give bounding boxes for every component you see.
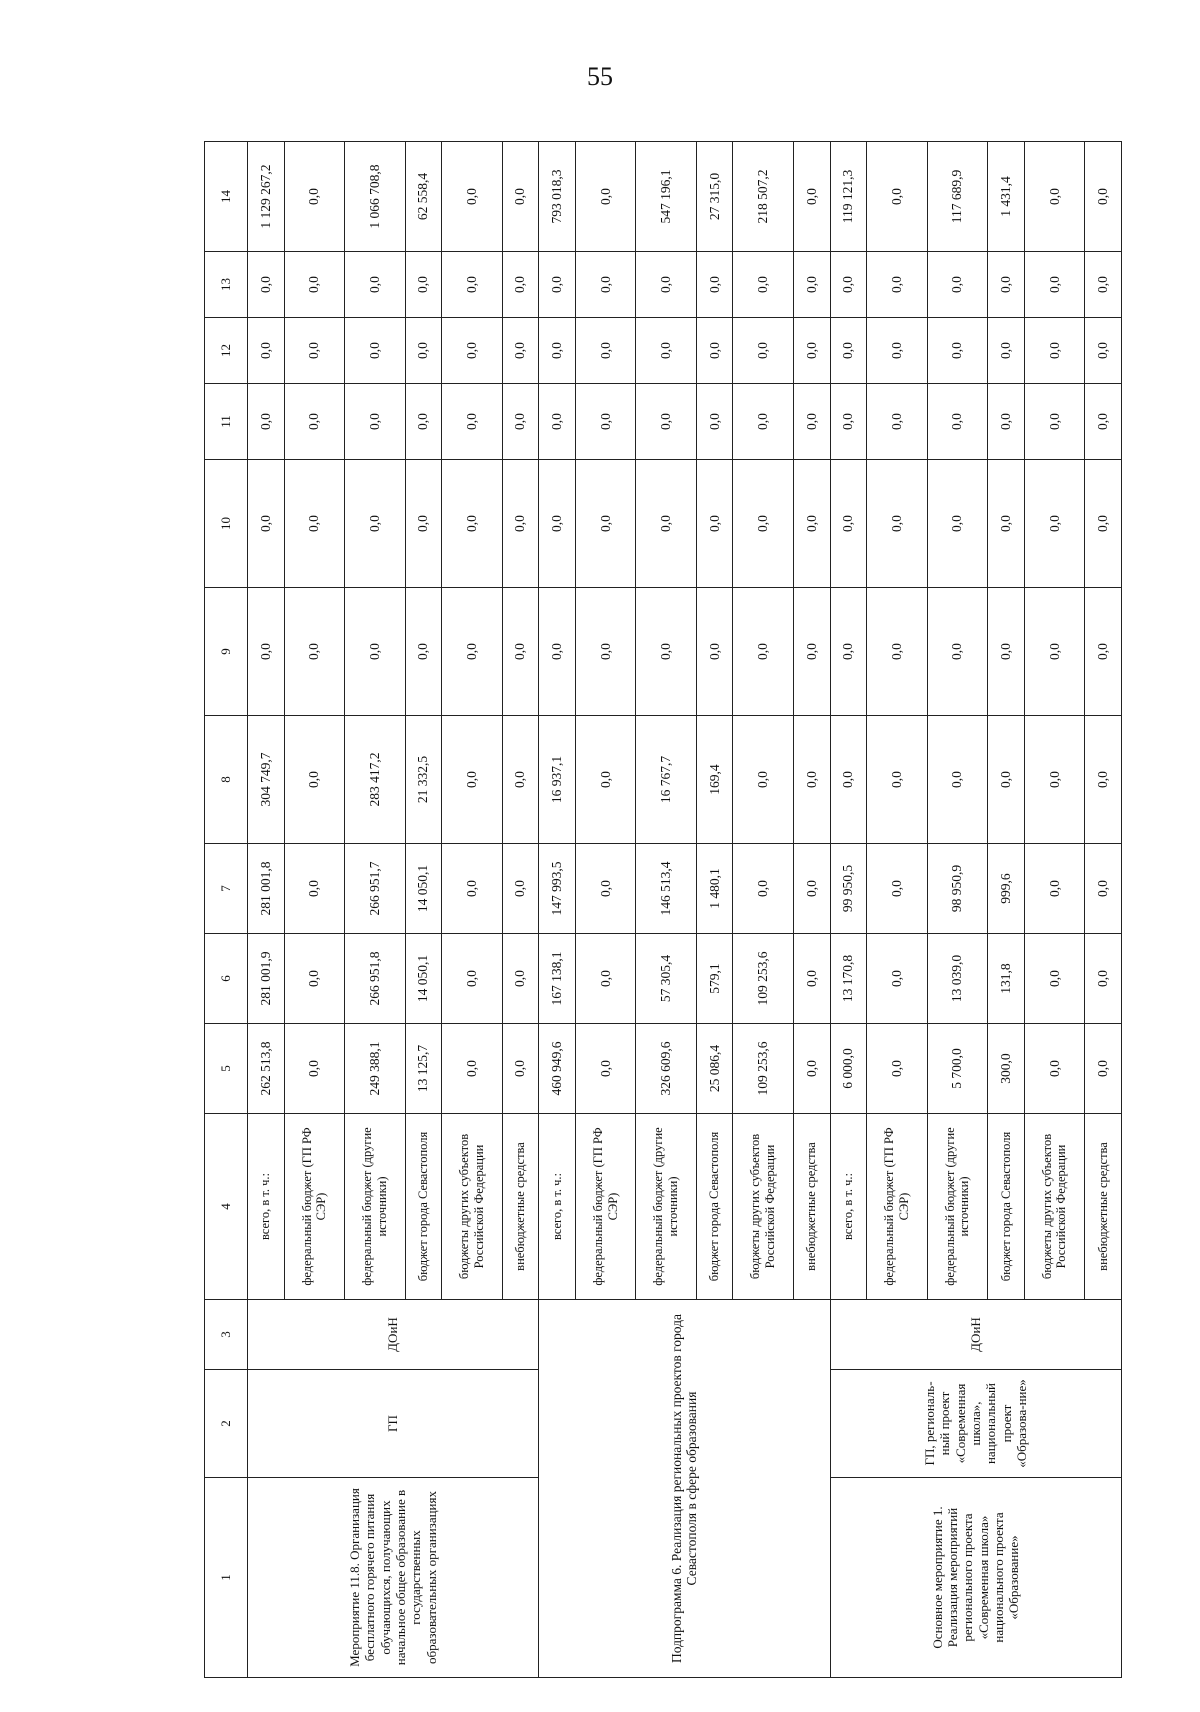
amount-cell: 5 700,0 — [927, 1024, 987, 1114]
amount-cell: 0,0 — [867, 716, 927, 844]
amount-cell: 0,0 — [502, 252, 539, 318]
executor-name: ДОиН — [248, 1300, 539, 1370]
amount-cell: 13 039,0 — [927, 934, 987, 1024]
amount-cell: 0,0 — [733, 252, 793, 318]
amount-cell: 0,0 — [927, 460, 987, 588]
amount-cell: 0,0 — [696, 460, 733, 588]
amount-cell: 0,0 — [793, 384, 830, 460]
column-number: 13 — [205, 252, 248, 318]
amount-cell: 0,0 — [636, 252, 696, 318]
amount-cell: 262 513,8 — [248, 1024, 285, 1114]
amount-cell: 0,0 — [1085, 460, 1122, 588]
funding-source: федеральный бюджет (другие источники) — [636, 1114, 696, 1300]
amount-cell: 281 001,8 — [248, 844, 285, 934]
amount-cell: 0,0 — [988, 460, 1025, 588]
amount-cell: 0,0 — [867, 252, 927, 318]
amount-cell: 0,0 — [442, 934, 502, 1024]
amount-cell: 0,0 — [502, 844, 539, 934]
amount-cell: 0,0 — [405, 588, 442, 716]
amount-cell: 0,0 — [867, 934, 927, 1024]
amount-cell: 0,0 — [539, 318, 576, 384]
amount-cell: 169,4 — [696, 716, 733, 844]
amount-cell: 0,0 — [867, 142, 927, 252]
measure-name: Основное мероприятие 1. Реализация мероприятий регионального проекта «Современная школа» национального проекта «Образование» — [830, 1478, 1121, 1678]
amount-cell: 0,0 — [830, 588, 867, 716]
amount-cell: 0,0 — [988, 318, 1025, 384]
rotated-table-container — [204, 142, 1122, 1678]
amount-cell: 326 609,6 — [636, 1024, 696, 1114]
amount-cell: 0,0 — [636, 318, 696, 384]
amount-cell: 0,0 — [988, 716, 1025, 844]
column-number: 1 — [205, 1478, 248, 1678]
amount-cell: 0,0 — [405, 384, 442, 460]
amount-cell: 0,0 — [733, 460, 793, 588]
amount-cell: 0,0 — [1085, 142, 1122, 252]
amount-cell: 0,0 — [502, 716, 539, 844]
amount-cell: 0,0 — [248, 460, 285, 588]
amount-cell: 460 949,6 — [539, 1024, 576, 1114]
amount-cell: 0,0 — [284, 318, 344, 384]
amount-cell: 0,0 — [636, 588, 696, 716]
column-number: 11 — [205, 384, 248, 460]
amount-cell: 0,0 — [248, 252, 285, 318]
amount-cell: 0,0 — [405, 460, 442, 588]
amount-cell: 0,0 — [1024, 318, 1084, 384]
amount-cell: 0,0 — [793, 588, 830, 716]
amount-cell: 0,0 — [1085, 318, 1122, 384]
amount-cell: 0,0 — [1085, 588, 1122, 716]
amount-cell: 0,0 — [442, 318, 502, 384]
amount-cell: 0,0 — [442, 716, 502, 844]
table-row — [248, 142, 285, 1678]
amount-cell: 300,0 — [988, 1024, 1025, 1114]
amount-cell: 0,0 — [830, 384, 867, 460]
amount-cell: 0,0 — [988, 252, 1025, 318]
amount-cell: 0,0 — [1024, 588, 1084, 716]
amount-cell: 0,0 — [696, 318, 733, 384]
funding-source: бюджет города Севастополя — [988, 1114, 1025, 1300]
amount-cell: 0,0 — [793, 142, 830, 252]
amount-cell: 0,0 — [502, 460, 539, 588]
amount-cell: 21 332,5 — [405, 716, 442, 844]
amount-cell: 1 431,4 — [988, 142, 1025, 252]
amount-cell: 0,0 — [1024, 142, 1084, 252]
amount-cell: 0,0 — [1024, 1024, 1084, 1114]
amount-cell: 0,0 — [793, 716, 830, 844]
amount-cell: 1 066 708,8 — [345, 142, 405, 252]
amount-cell: 0,0 — [867, 460, 927, 588]
amount-cell: 218 507,2 — [733, 142, 793, 252]
amount-cell: 99 950,5 — [830, 844, 867, 934]
amount-cell: 0,0 — [1085, 934, 1122, 1024]
amount-cell: 0,0 — [1024, 716, 1084, 844]
column-number: 12 — [205, 318, 248, 384]
amount-cell: 0,0 — [927, 588, 987, 716]
amount-cell: 0,0 — [1024, 460, 1084, 588]
amount-cell: 0,0 — [733, 318, 793, 384]
amount-cell: 146 513,4 — [636, 844, 696, 934]
column-number: 9 — [205, 588, 248, 716]
amount-cell: 1 480,1 — [696, 844, 733, 934]
amount-cell: 0,0 — [442, 1024, 502, 1114]
amount-cell: 0,0 — [575, 384, 635, 460]
amount-cell: 0,0 — [733, 588, 793, 716]
amount-cell: 62 558,4 — [405, 142, 442, 252]
amount-cell: 0,0 — [502, 318, 539, 384]
amount-cell: 999,6 — [988, 844, 1025, 934]
amount-cell: 0,0 — [284, 934, 344, 1024]
amount-cell: 0,0 — [927, 384, 987, 460]
amount-cell: 0,0 — [539, 384, 576, 460]
funding-source: всего, в т. ч.: — [539, 1114, 576, 1300]
amount-cell: 0,0 — [575, 934, 635, 1024]
amount-cell: 16 767,7 — [636, 716, 696, 844]
funding-source: внебюджетные средства — [502, 1114, 539, 1300]
amount-cell: 0,0 — [867, 844, 927, 934]
amount-cell: 0,0 — [733, 716, 793, 844]
amount-cell: 0,0 — [988, 384, 1025, 460]
amount-cell: 0,0 — [988, 588, 1025, 716]
executor-name: ДОиН — [830, 1300, 1121, 1370]
amount-cell: 0,0 — [284, 716, 344, 844]
funding-source: бюджеты других субъектов Российской Федерации — [733, 1114, 793, 1300]
amount-cell: 0,0 — [575, 1024, 635, 1114]
amount-cell: 0,0 — [793, 844, 830, 934]
amount-cell: 0,0 — [636, 460, 696, 588]
amount-cell: 0,0 — [284, 460, 344, 588]
amount-cell: 0,0 — [539, 460, 576, 588]
funding-source: федеральный бюджет (ГП РФ СЭР) — [575, 1114, 635, 1300]
amount-cell: 0,0 — [442, 142, 502, 252]
amount-cell: 0,0 — [830, 318, 867, 384]
amount-cell: 0,0 — [867, 1024, 927, 1114]
amount-cell: 283 417,2 — [345, 716, 405, 844]
funding-source: федеральный бюджет (ГП РФ СЭР) — [867, 1114, 927, 1300]
funding-source: федеральный бюджет (другие источники) — [345, 1114, 405, 1300]
amount-cell: 13 125,7 — [405, 1024, 442, 1114]
amount-cell: 0,0 — [793, 934, 830, 1024]
amount-cell: 0,0 — [575, 716, 635, 844]
table-row — [830, 142, 867, 1678]
amount-cell: 119 121,3 — [830, 142, 867, 252]
amount-cell: 0,0 — [1085, 252, 1122, 318]
amount-cell: 16 937,1 — [539, 716, 576, 844]
amount-cell: 266 951,7 — [345, 844, 405, 934]
amount-cell: 0,0 — [284, 252, 344, 318]
amount-cell: 0,0 — [636, 384, 696, 460]
amount-cell: 0,0 — [405, 252, 442, 318]
amount-cell: 0,0 — [1085, 384, 1122, 460]
amount-cell: 0,0 — [502, 1024, 539, 1114]
amount-cell: 0,0 — [575, 844, 635, 934]
amount-cell: 0,0 — [1024, 934, 1084, 1024]
funding-source: федеральный бюджет (ГП РФ СЭР) — [284, 1114, 344, 1300]
subprogram-title: Подпрограмма 6. Реализация региональных проектов города Севастополя в сфере образования — [539, 1300, 830, 1678]
amount-cell: 0,0 — [442, 460, 502, 588]
amount-cell: 147 993,5 — [539, 844, 576, 934]
amount-cell: 98 950,9 — [927, 844, 987, 934]
amount-cell: 0,0 — [405, 318, 442, 384]
amount-cell: 0,0 — [575, 318, 635, 384]
amount-cell: 579,1 — [696, 934, 733, 1024]
amount-cell: 14 050,1 — [405, 934, 442, 1024]
amount-cell: 0,0 — [575, 588, 635, 716]
amount-cell: 249 388,1 — [345, 1024, 405, 1114]
amount-cell: 27 315,0 — [696, 142, 733, 252]
amount-cell: 0,0 — [284, 384, 344, 460]
amount-cell: 0,0 — [442, 844, 502, 934]
funding-source: бюджет города Севастополя — [405, 1114, 442, 1300]
amount-cell: 109 253,6 — [733, 1024, 793, 1114]
amount-cell: 0,0 — [867, 588, 927, 716]
amount-cell: 0,0 — [502, 384, 539, 460]
column-number: 6 — [205, 934, 248, 1024]
amount-cell: 0,0 — [696, 588, 733, 716]
amount-cell: 281 001,9 — [248, 934, 285, 1024]
funding-source: внебюджетные средства — [793, 1114, 830, 1300]
amount-cell: 0,0 — [793, 318, 830, 384]
amount-cell: 0,0 — [442, 588, 502, 716]
amount-cell: 131,8 — [988, 934, 1025, 1024]
amount-cell: 0,0 — [284, 1024, 344, 1114]
amount-cell: 1 129 267,2 — [248, 142, 285, 252]
column-number: 2 — [205, 1370, 248, 1478]
funding-source: федеральный бюджет (другие источники) — [927, 1114, 987, 1300]
amount-cell: 0,0 — [830, 716, 867, 844]
amount-cell: 0,0 — [248, 588, 285, 716]
measure-name: Мероприятие 11.8. Организация бесплатного горячего питания обучающихся, получающих начальное общее образование в государственных образовательных организациях — [248, 1478, 539, 1678]
amount-cell: 266 951,8 — [345, 934, 405, 1024]
funding-source: всего, в т. ч.: — [830, 1114, 867, 1300]
amount-cell: 0,0 — [502, 588, 539, 716]
column-number: 7 — [205, 844, 248, 934]
amount-cell: 0,0 — [1085, 716, 1122, 844]
amount-cell: 0,0 — [248, 384, 285, 460]
amount-cell: 0,0 — [502, 934, 539, 1024]
column-number: 8 — [205, 716, 248, 844]
amount-cell: 0,0 — [1085, 1024, 1122, 1114]
amount-cell: 304 749,7 — [248, 716, 285, 844]
amount-cell: 0,0 — [1024, 384, 1084, 460]
amount-cell: 57 305,4 — [636, 934, 696, 1024]
funding-source: внебюджетные средства — [1085, 1114, 1122, 1300]
amount-cell: 0,0 — [539, 588, 576, 716]
program-name: ГП — [248, 1370, 539, 1478]
amount-cell: 0,0 — [793, 460, 830, 588]
funding-source: бюджеты других субъектов Российской Федерации — [1024, 1114, 1084, 1300]
amount-cell: 0,0 — [575, 252, 635, 318]
amount-cell: 0,0 — [345, 460, 405, 588]
amount-cell: 0,0 — [284, 142, 344, 252]
amount-cell: 167 138,1 — [539, 934, 576, 1024]
amount-cell: 117 689,9 — [927, 142, 987, 252]
amount-cell: 6 000,0 — [830, 1024, 867, 1114]
amount-cell: 0,0 — [696, 252, 733, 318]
column-number: 5 — [205, 1024, 248, 1114]
funding-source: бюджет города Севастополя — [696, 1114, 733, 1300]
amount-cell: 0,0 — [1024, 252, 1084, 318]
column-number: 14 — [205, 142, 248, 252]
amount-cell: 0,0 — [502, 142, 539, 252]
amount-cell: 0,0 — [867, 318, 927, 384]
amount-cell: 0,0 — [345, 588, 405, 716]
amount-cell: 0,0 — [345, 384, 405, 460]
amount-cell: 0,0 — [575, 460, 635, 588]
amount-cell: 0,0 — [830, 252, 867, 318]
amount-cell: 0,0 — [733, 384, 793, 460]
amount-cell: 0,0 — [830, 460, 867, 588]
column-number: 3 — [205, 1300, 248, 1370]
amount-cell: 0,0 — [927, 252, 987, 318]
amount-cell: 0,0 — [793, 252, 830, 318]
amount-cell: 0,0 — [696, 384, 733, 460]
amount-cell: 14 050,1 — [405, 844, 442, 934]
table-row — [539, 142, 576, 1678]
amount-cell: 0,0 — [442, 252, 502, 318]
amount-cell: 0,0 — [248, 318, 285, 384]
amount-cell: 0,0 — [284, 844, 344, 934]
amount-cell: 0,0 — [733, 844, 793, 934]
amount-cell: 0,0 — [1024, 844, 1084, 934]
amount-cell: 0,0 — [1085, 844, 1122, 934]
amount-cell: 25 086,4 — [696, 1024, 733, 1114]
amount-cell: 109 253,6 — [733, 934, 793, 1024]
funding-source: всего, в т. ч.: — [248, 1114, 285, 1300]
table-body — [205, 142, 1122, 1678]
amount-cell: 0,0 — [284, 588, 344, 716]
amount-cell: 547 196,1 — [636, 142, 696, 252]
column-number-row — [205, 142, 248, 1678]
budget-table — [204, 141, 1122, 1678]
column-number: 4 — [205, 1114, 248, 1300]
amount-cell: 0,0 — [927, 318, 987, 384]
amount-cell: 0,0 — [927, 716, 987, 844]
amount-cell: 13 170,8 — [830, 934, 867, 1024]
amount-cell: 0,0 — [442, 384, 502, 460]
column-number: 10 — [205, 460, 248, 588]
page-number: 55 — [587, 62, 613, 91]
amount-cell: 0,0 — [793, 1024, 830, 1114]
amount-cell: 0,0 — [867, 384, 927, 460]
amount-cell: 0,0 — [539, 252, 576, 318]
amount-cell: 0,0 — [345, 318, 405, 384]
amount-cell: 0,0 — [345, 252, 405, 318]
amount-cell: 0,0 — [575, 142, 635, 252]
amount-cell: 793 018,3 — [539, 142, 576, 252]
funding-source: бюджеты других субъектов Российской Федерации — [442, 1114, 502, 1300]
program-name: ГП, региональ-ный проект «Современная школа», национальный проект «Образова-ние» — [830, 1370, 1121, 1478]
